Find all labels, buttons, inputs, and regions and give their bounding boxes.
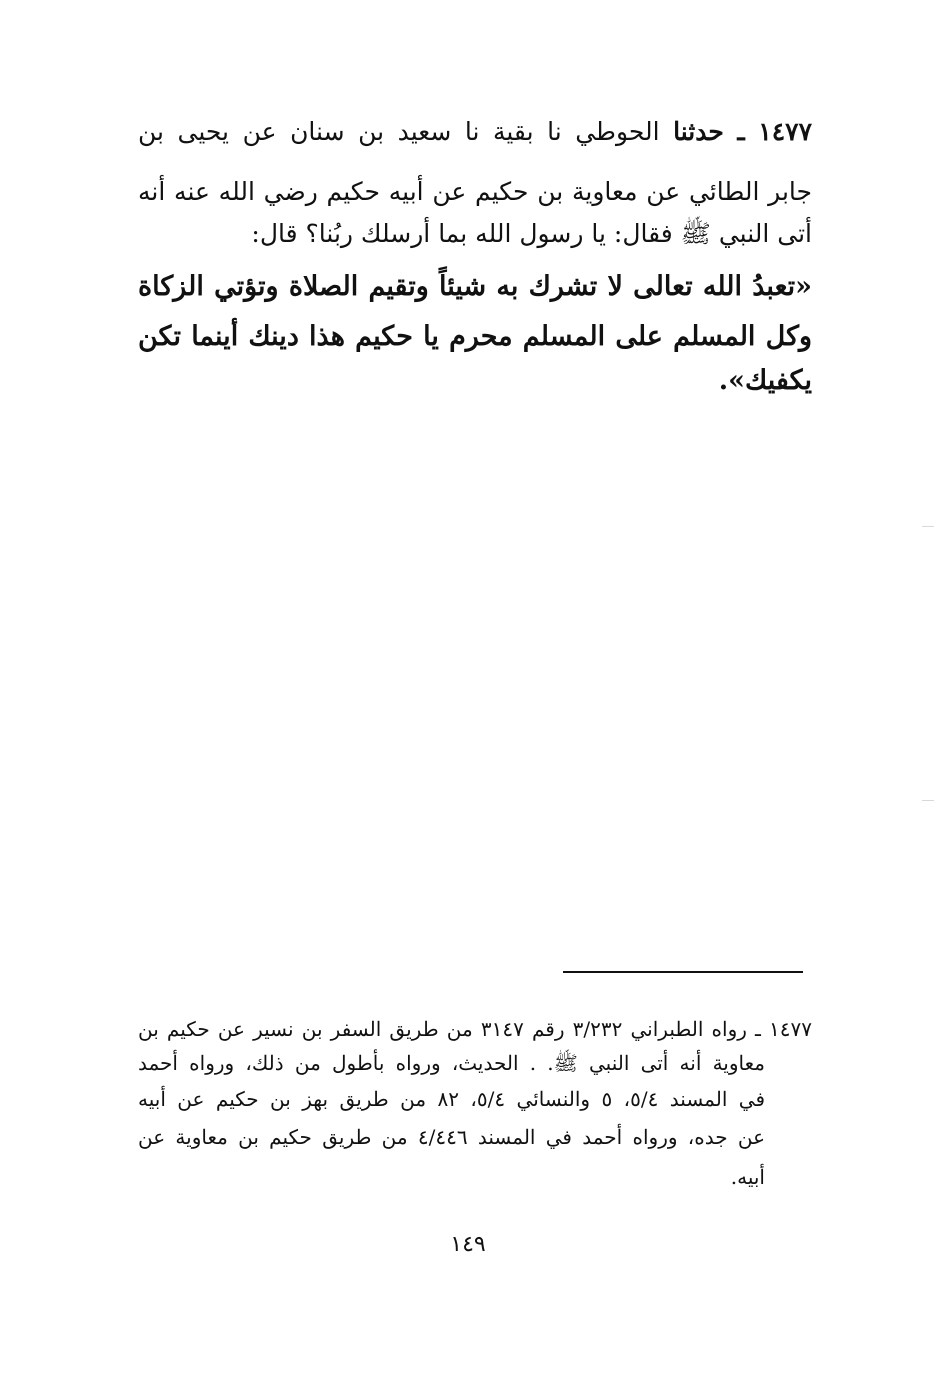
scan-mark [922, 526, 934, 527]
hadith-lead-word: حدثنا [673, 117, 724, 146]
hadith-chain-line-1 [138, 112, 812, 152]
hadith-number: ١٤٧٧ [758, 117, 812, 146]
hadith-matn-line-2: وكل المسلم على المسلم محرم يا حكيم هذا دينك أينما تكن [138, 321, 812, 352]
hadith-chain-line-3: أتى النبي ﷺ فقال: يا رسول الله بما أرسلك ربُنا؟ قال: [251, 219, 812, 248]
footnote-separator [563, 971, 803, 973]
hadith-chain-text: الحوطي نا بقية نا سعيد بن سنان عن يحيى بن [138, 117, 660, 146]
hadith-chain-line-2: جابر الطائي عن معاوية بن حكيم عن أبيه حكيم رضي الله عنه أنه [138, 177, 812, 206]
footnote-line-2: معاوية أنه أتى النبي ﷺ. . الحديث، ورواه بأطول من ذلك، ورواه أحمد [138, 1051, 765, 1075]
footnote-line-4: عن جده، ورواه أحمد في المسند ٤/٤٤٦ من طريق حكيم بن معاوية عن [138, 1125, 765, 1149]
footnote-line-1: ١٤٧٧ ـ رواه الطبراني ٣/٢٣٢ رقم ٣١٤٧ من طريق السفر بن نسير عن حكيم بن [138, 1017, 812, 1041]
page-number: ١٤٩ [450, 1232, 486, 1257]
hadith-dash: ـ [737, 117, 745, 146]
hadith-matn-line-3: يكفيك». [718, 365, 812, 396]
scan-mark [922, 800, 934, 801]
footnote-line-5: أبيه. [730, 1165, 765, 1189]
footnote-line-3: في المسند ٥/٤، ٥ والنسائي ٥/٤، ٨٢ من طريق بهز بن حكيم عن أبيه [138, 1087, 765, 1111]
hadith-matn-line-1: «تعبدُ الله تعالى لا تشرك به شيئاً وتقيم الصلاة وتؤتي الزكاة [138, 271, 812, 302]
